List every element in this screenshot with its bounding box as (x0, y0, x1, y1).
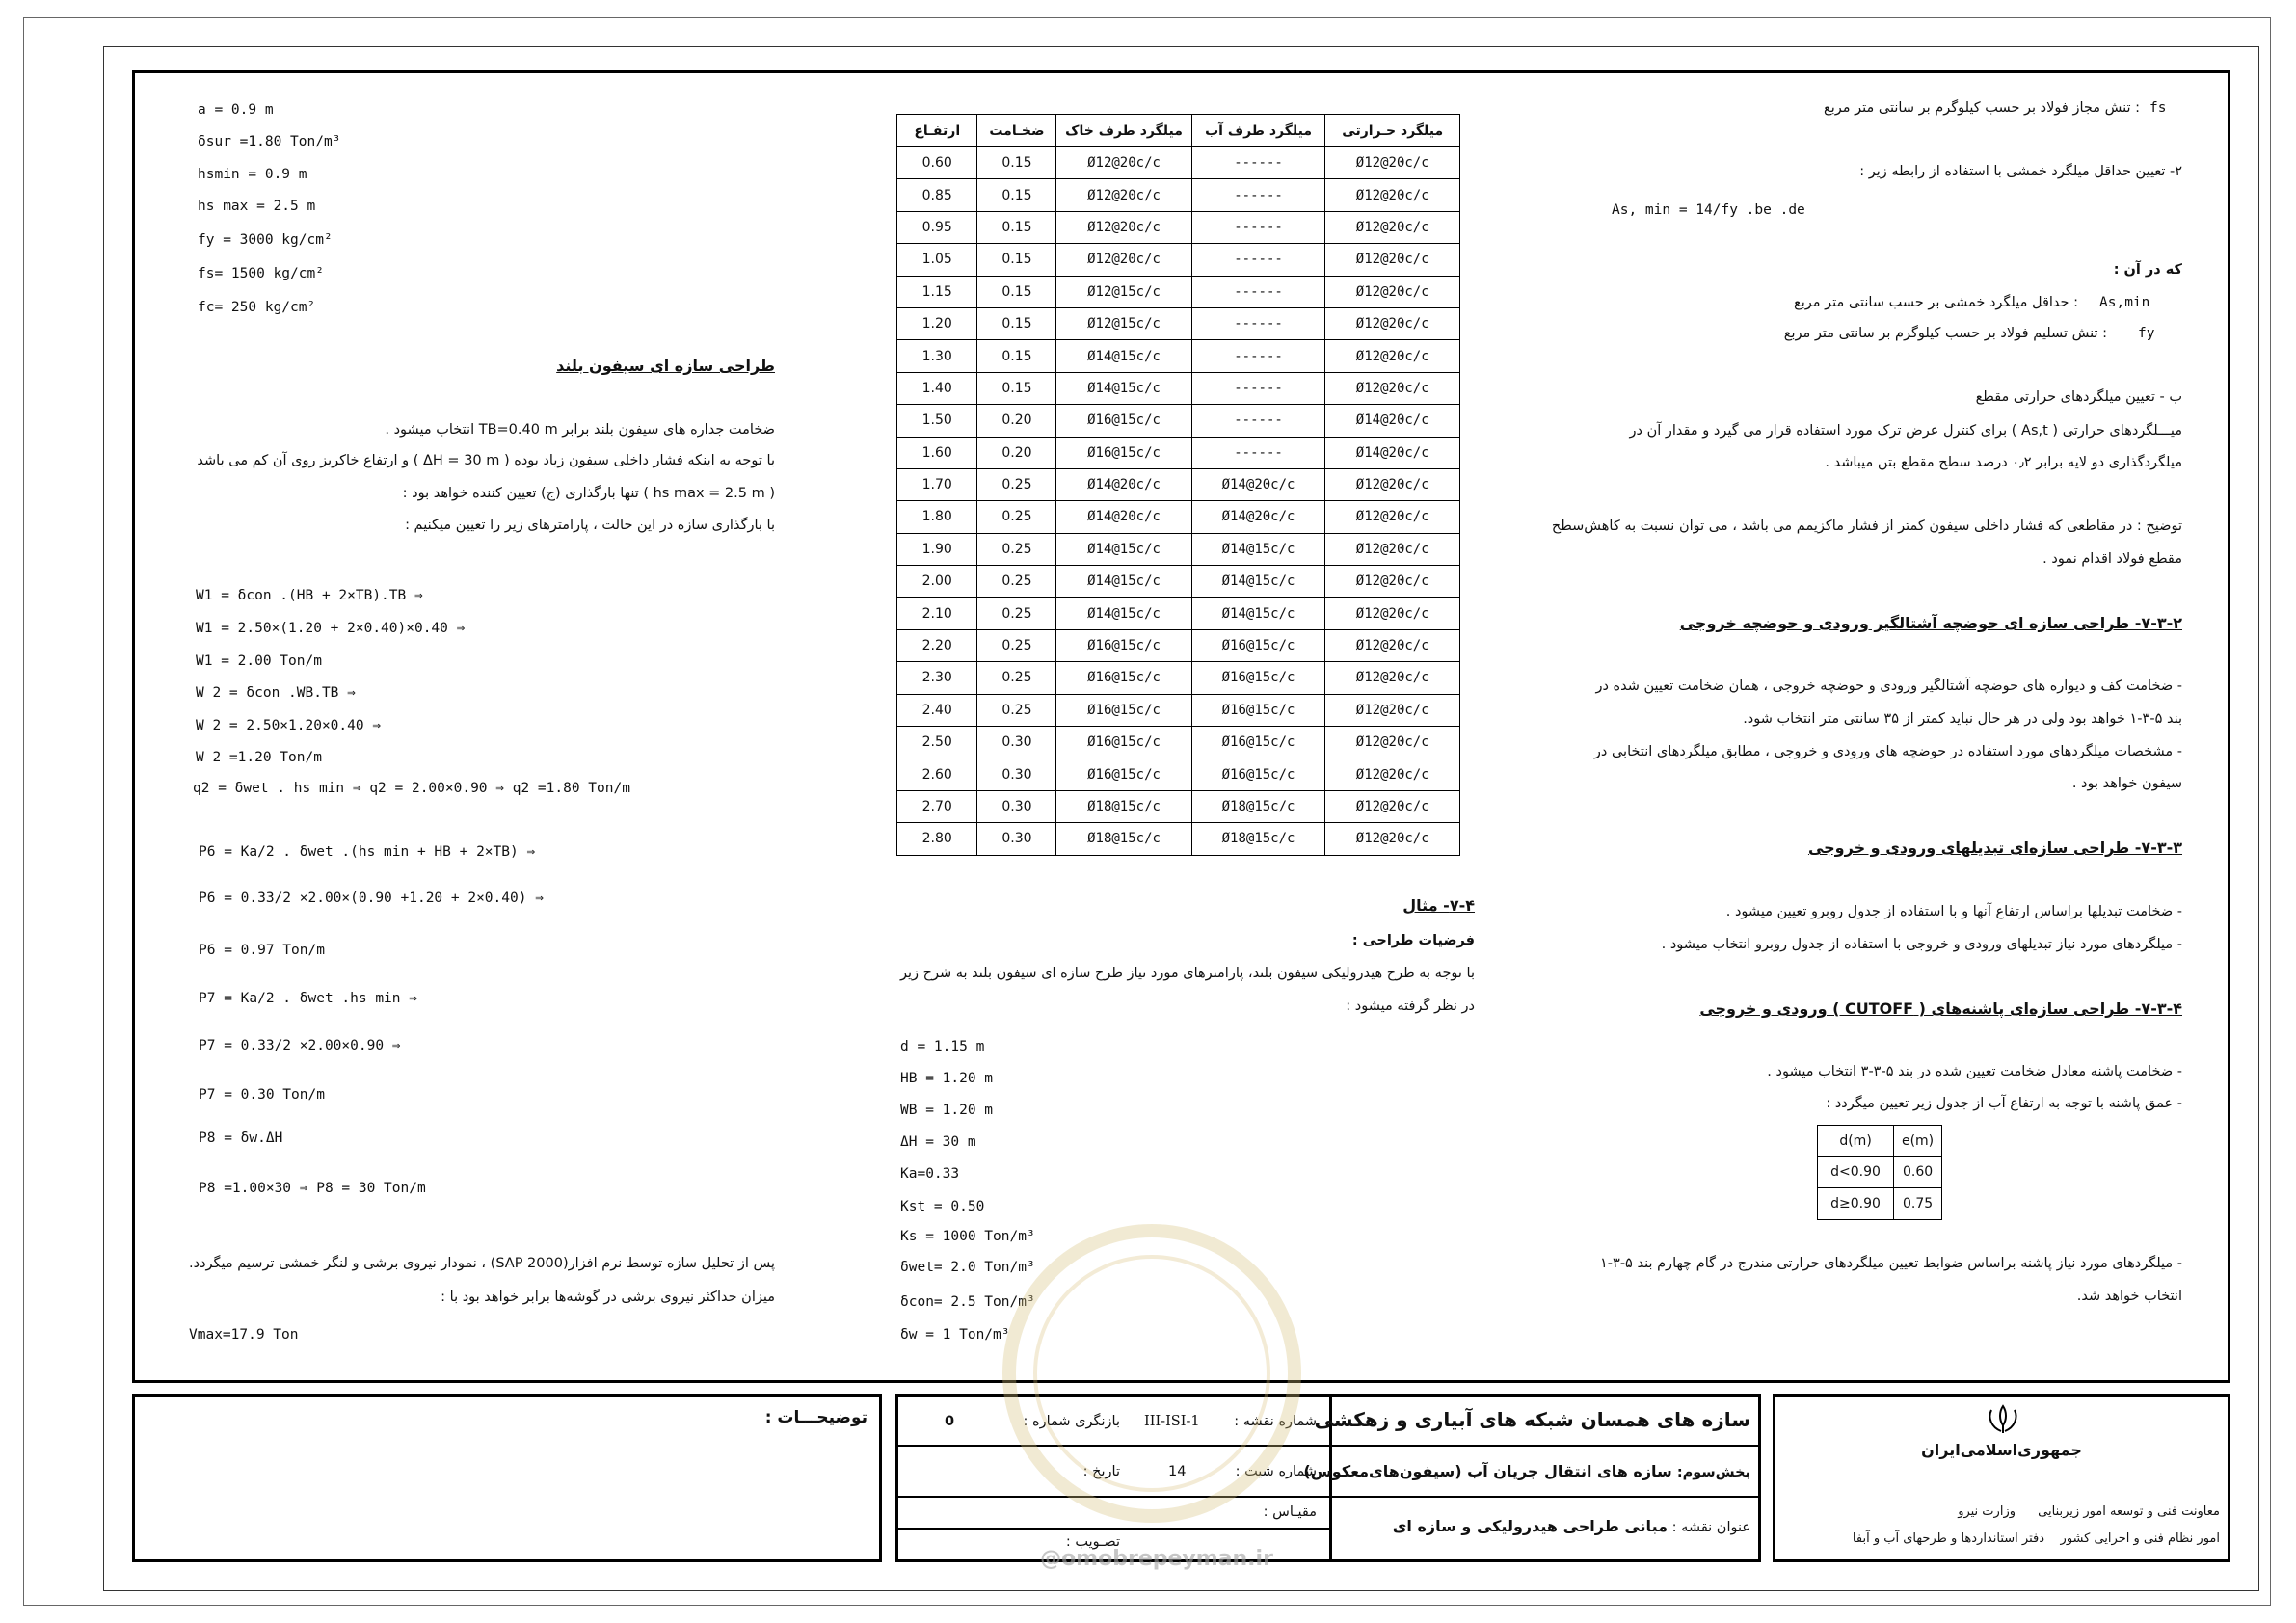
table-cell: ------ (1191, 405, 1325, 437)
table-cell: 1.30 (897, 340, 977, 372)
org-line: امور نظام فنی و اجرایی کشور (2060, 1531, 2220, 1546)
table-cell: ------ (1191, 276, 1325, 307)
table-cell: Ø12@20c/c (1325, 629, 1460, 661)
table-row (897, 468, 1460, 500)
org-line: دفتر استانداردها و طرحهای آب و آبفا (1852, 1531, 2044, 1546)
table-cell: 0.30 (977, 727, 1056, 758)
paragraph-line: سیفون خواهد بود . (2071, 776, 2182, 791)
table-cell: 2.50 (897, 727, 977, 758)
table-cell: ------ (1191, 179, 1325, 211)
equation: P6 = 0.97 Ton/m (199, 943, 325, 958)
drawing-title-value: مبانی طراحی هیدرولیکی و سازه ای (1392, 1517, 1668, 1535)
table-cell: 2.20 (897, 629, 977, 661)
table-cell: 1.60 (897, 437, 977, 468)
definition: : تنش مجاز فولاد بر حسب کیلوگرم بر سانتی متر مربع (1824, 100, 2140, 116)
paragraph-line: ب - تعیین میلگردهای حرارتی مقطع (1975, 389, 2182, 405)
table-header: میلگرد حـرارتی (1325, 115, 1460, 147)
table-cell: Ø18@15c/c (1191, 790, 1325, 822)
table-cell: Ø12@20c/c (1325, 727, 1460, 758)
paragraph-line: - میلگردهای مورد نیاز پاشنه براساس ضوابط تعیین میلگردهای حرارتی مندرج در گام چهارم بند ۵-۳-۱ (1599, 1256, 2182, 1271)
table-cell: 2.60 (897, 758, 977, 790)
table-cell: 0.20 (977, 437, 1056, 468)
paragraph-line: میلگردگذاری دو لایه برابر ۰٫۲ درصد سطح مقطع بتن میباشد . (1825, 455, 2182, 470)
org-line: معاونت فنی و توسعه امور زیربنایی (2038, 1504, 2220, 1519)
table-cell: ------ (1191, 307, 1325, 339)
param-line: δw = 1 Ton/m³ (900, 1327, 1010, 1343)
paragraph-line: - ضخامت کف و دیواره های حوضچه آشتالگیر ورودی و حوضچه خروجی ، همان ضخامت تعیین شده در (1595, 678, 2182, 694)
section-value: سازه های انتقال جریان آب (سیفون‌های‌معکوس) (1303, 1462, 1672, 1480)
table-cell: Ø14@15c/c (1056, 372, 1191, 404)
param-line: hsmin = 0.9 m (198, 167, 307, 182)
table-cell: Ø16@15c/c (1191, 629, 1325, 661)
table-cell: Ø14@15c/c (1056, 598, 1191, 629)
table-cell: Ø12@20c/c (1325, 179, 1460, 211)
table-cell: Ø16@15c/c (1191, 727, 1325, 758)
section-heading: ۷-۳-۳- طراحی سازه‌ای تبدیلهای ورودی و خروجی (1807, 838, 2182, 857)
paragraph-line: میـــلگردهای حرارتی ( As,t ) برای کنترل عرض ترک مورد استفاده قرار می گیرد و مقدار آن در (1629, 423, 2182, 439)
param-line: Ka=0.33 (900, 1166, 960, 1182)
table-row (897, 340, 1460, 372)
table-cell: Ø14@20c/c (1191, 468, 1325, 500)
table-cell: Ø18@15c/c (1056, 790, 1191, 822)
country-name: جمهوری‌اسلامی‌ایران (1921, 1441, 2082, 1459)
table-cell: 0.30 (977, 790, 1056, 822)
paragraph-line: ( hs max = 2.5 m ) تنها بارگذاری (ج) تعیین کننده خواهد بود : (402, 486, 775, 501)
equation: P6 = 0.33/2 ×2.00×(0.90 +1.20 + 2×0.40) ⇒ (199, 891, 544, 906)
paragraph-line: توضیح : در مقاطعی که فشار داخلی سیفون کمتر از فشار ماکزیمم می باشد ، می توان نسبت به کاهش‌سطح (1551, 519, 2182, 534)
table-header: میلگرد طرف آب (1191, 115, 1325, 147)
drawing-title-line (1393, 1517, 1750, 1535)
table-cell: Ø12@20c/c (1325, 211, 1460, 243)
table-cell: ------ (1191, 147, 1325, 179)
table-cell: 0.60 (897, 147, 977, 179)
table-row (897, 405, 1460, 437)
table-cell: 0.25 (977, 662, 1056, 694)
equation: W 2 =1.20 Ton/m (196, 750, 322, 765)
table-cell: 1.70 (897, 468, 977, 500)
watermark-text: @omobrepeyman.ir (1040, 1547, 1273, 1571)
table-row (897, 244, 1460, 276)
table-cell: ------ (1191, 244, 1325, 276)
param-line: fy = 3000 kg/cm² (198, 232, 333, 248)
equation: P8 =1.00×30 ⇒ P8 = 30 Ton/m (199, 1181, 426, 1196)
table-cell: 0.15 (977, 276, 1056, 307)
table-cell: 0.15 (977, 179, 1056, 211)
table-cell: 0.15 (977, 244, 1056, 276)
table-cell: Ø18@15c/c (1191, 823, 1325, 855)
table-cell: Ø12@20c/c (1325, 566, 1460, 598)
param-line: Kst = 0.50 (900, 1199, 985, 1214)
table-cell: 0.25 (977, 501, 1056, 533)
table-cell: 1.80 (897, 501, 977, 533)
table-cell: Ø16@15c/c (1056, 437, 1191, 468)
notes-box (132, 1394, 882, 1562)
table-row (897, 501, 1460, 533)
table-cell: Ø12@15c/c (1056, 307, 1191, 339)
table-cell: Ø12@20c/c (1325, 790, 1460, 822)
equation: W1 = 2.50×(1.20 + 2×0.40)×0.40 ⇒ (196, 621, 466, 636)
table-cell: 0.30 (977, 758, 1056, 790)
table-cell: 0.60 (1894, 1157, 1942, 1188)
table-cell: Ø16@15c/c (1056, 405, 1191, 437)
param-line: fc= 250 kg/cm² (198, 300, 316, 315)
table-cell: Ø12@20c/c (1325, 340, 1460, 372)
table-cell: 2.30 (897, 662, 977, 694)
formula: As, min = 14/fy .be .de (1612, 202, 1805, 218)
table-cell: 0.15 (977, 211, 1056, 243)
example-heading: ۷-۴- مثال (1402, 896, 1475, 915)
param-line: fs= 1500 kg/cm² (198, 266, 324, 281)
equation: W 2 = δcon .WB.TB ⇒ (196, 685, 356, 701)
scale-label: مقیـاس : (1263, 1504, 1317, 1520)
table-cell: 0.95 (897, 211, 977, 243)
table-cell: 0.15 (977, 147, 1056, 179)
table-row (897, 437, 1460, 468)
table-row (897, 629, 1460, 661)
table-cell: d≥0.90 (1818, 1188, 1894, 1220)
table-cell: 0.15 (977, 307, 1056, 339)
symbol-fy: fy (2138, 326, 2155, 341)
table-cell: 2.70 (897, 790, 977, 822)
table-cell: ------ (1191, 437, 1325, 468)
table-row (897, 147, 1460, 179)
table-cell: Ø16@15c/c (1056, 727, 1191, 758)
table-cell: 0.25 (977, 694, 1056, 726)
table-row (897, 662, 1460, 694)
drawing-no-label: شماره نقشه : (1234, 1414, 1317, 1429)
paragraph-line: با بارگذاری سازه در این حالت ، پارامترهای زیر را تعیین میکنیم : (405, 518, 775, 533)
param-line: Ks = 1000 Ton/m³ (900, 1229, 1035, 1244)
table-cell: Ø16@15c/c (1056, 758, 1191, 790)
param-line: ΔH = 30 m (900, 1134, 976, 1150)
table-cell: 0.25 (977, 598, 1056, 629)
table-header: d(m) (1818, 1126, 1894, 1157)
drawing-no-value: III-ISI-1 (1144, 1414, 1200, 1429)
table-cell: Ø14@15c/c (1056, 340, 1191, 372)
table-cell: Ø12@20c/c (1325, 468, 1460, 500)
table-cell: ------ (1191, 340, 1325, 372)
table-cell: 0.15 (977, 372, 1056, 404)
equation: P7 = 0.33/2 ×2.00×0.90 ⇒ (199, 1038, 401, 1053)
paragraph-line: ۲- تعیین حداقل میلگرد خمشی با استفاده از رابطه زیر : (1859, 164, 2182, 179)
table-cell: 0.25 (977, 629, 1056, 661)
table-header: میلگرد طرف خاک (1056, 115, 1191, 147)
table-cell: Ø16@15c/c (1056, 694, 1191, 726)
notes-label: توضیحـــات : (764, 1408, 868, 1427)
table-cell: Ø12@20c/c (1325, 276, 1460, 307)
table-cell: Ø12@20c/c (1056, 211, 1191, 243)
sheet-no-label: شماره شیت : (1235, 1464, 1317, 1479)
table-cell: ------ (1191, 211, 1325, 243)
table-cell: Ø18@15c/c (1056, 823, 1191, 855)
table-row (897, 179, 1460, 211)
table-cell: Ø14@20c/c (1325, 437, 1460, 468)
equation: W1 = 2.00 Ton/m (196, 653, 322, 669)
table-row (897, 211, 1460, 243)
table-cell: 0.25 (977, 468, 1056, 500)
param-line: hs max = 2.5 m (198, 199, 316, 214)
paragraph-line: - میلگردهای مورد نیاز تبدیلهای ورودی و خروجی با استفاده از جدول روبرو انتخاب میشود . (1661, 937, 2182, 952)
table-cell: Ø12@20c/c (1056, 147, 1191, 179)
table-header: e(m) (1894, 1126, 1942, 1157)
table-cell: Ø12@20c/c (1056, 179, 1191, 211)
table-cell: 1.90 (897, 533, 977, 565)
paragraph-line: - مشخصات میلگردهای مورد استفاده در حوضچه های ورودی و خروجی ، مطابق میلگردهای انتخابی در (1593, 744, 2182, 759)
paragraph-line: انتخاب خواهد شد. (2076, 1289, 2182, 1304)
table-row (897, 823, 1460, 855)
table-cell: 0.25 (977, 566, 1056, 598)
sheet-no-value: 14 (1168, 1464, 1187, 1479)
table-cell: Ø12@20c/c (1325, 694, 1460, 726)
table-header: ضخـامت (977, 115, 1056, 147)
table-cell: Ø16@15c/c (1056, 629, 1191, 661)
table-cell: Ø14@15c/c (1191, 598, 1325, 629)
param-line: δsur =1.80 Ton/m³ (198, 134, 341, 149)
table-row (897, 372, 1460, 404)
table-cell: 1.05 (897, 244, 977, 276)
table-header: ارتفـاع (897, 115, 977, 147)
param-line: WB = 1.20 m (900, 1103, 994, 1118)
paragraph-line: - ضخامت پاشنه معادل ضخامت تعیین شده در بند ۵-۳-۳ انتخاب میشود . (1767, 1064, 2182, 1079)
revision-label: بازنگری شماره : (1023, 1414, 1120, 1429)
equation: W 2 = 2.50×1.20×0.40 ⇒ (196, 718, 382, 733)
table-cell: Ø16@15c/c (1191, 662, 1325, 694)
paragraph-line: - ضخامت تبدیلها براساس ارتفاع آنها و با استفاده از جدول روبرو تعیین میشود . (1725, 904, 2182, 919)
table-cell: Ø12@20c/c (1325, 244, 1460, 276)
param-line: d = 1.15 m (900, 1039, 985, 1054)
table-row (897, 598, 1460, 629)
section-heading: ۷-۳-۲- طراحی سازه ای حوضچه آشتالگیر ورودی و حوضچه خروجی (1679, 614, 2182, 632)
paragraph-line: مقطع فولاد اقدام نمود . (2042, 551, 2182, 567)
table-cell: 1.15 (897, 276, 977, 307)
table-cell: 2.40 (897, 694, 977, 726)
table-cell: Ø12@20c/c (1325, 598, 1460, 629)
table-row (897, 727, 1460, 758)
table-row (897, 790, 1460, 822)
table-row (897, 307, 1460, 339)
section-heading: طراحی سازه ای سیفون بلند (556, 357, 775, 375)
table-cell: Ø12@15c/c (1056, 276, 1191, 307)
table-cell: d<0.90 (1818, 1157, 1894, 1188)
table-cell: Ø14@15c/c (1191, 566, 1325, 598)
table-cell: Ø12@20c/c (1325, 533, 1460, 565)
org-box (1773, 1394, 2230, 1562)
symbol-fs: fs (2149, 100, 2167, 116)
table-row (897, 566, 1460, 598)
paragraph-line: با توجه به اینکه فشار داخلی سیفون زیاد بوده ( ΔH = 30 m ) و ارتفاع خاکریز روی آن کم می باشد (197, 453, 775, 468)
equation: P6 = Ka/2 . δwet .(hs min + HB + 2×TB) ⇒ (199, 844, 536, 860)
table-cell: Ø14@15c/c (1056, 533, 1191, 565)
example-subheading: فرضیات طراحی : (1351, 933, 1475, 948)
table-cell: Ø12@20c/c (1325, 372, 1460, 404)
table-cell: Ø12@20c/c (1325, 823, 1460, 855)
paragraph-line: که در آن : (2113, 262, 2182, 278)
table-cell: 0.25 (977, 533, 1056, 565)
paragraph-line: - عمق پاشنه با توجه به ارتفاع آب از جدول زیر تعیین میگردد : (1826, 1096, 2182, 1111)
table-cell: Ø12@20c/c (1325, 147, 1460, 179)
table-cell: Ø14@20c/c (1056, 468, 1191, 500)
table-cell: 1.40 (897, 372, 977, 404)
equation: P7 = Ka/2 . δwet .hs min ⇒ (199, 991, 417, 1006)
table-cell: 1.20 (897, 307, 977, 339)
table-cell: 0.15 (977, 340, 1056, 372)
table-cell: Ø14@15c/c (1056, 566, 1191, 598)
org-line: وزارت نیرو (1958, 1504, 2016, 1519)
table-cell: Ø16@15c/c (1191, 694, 1325, 726)
paragraph-line: در نظر گرفته میشود : (1346, 998, 1475, 1014)
table-cell: Ø16@15c/c (1056, 662, 1191, 694)
table-cell: Ø12@20c/c (1325, 758, 1460, 790)
table-cell: Ø12@20c/c (1325, 501, 1460, 533)
table-cell: Ø14@15c/c (1191, 533, 1325, 565)
approval-label: تصـویب : (1065, 1534, 1120, 1550)
definition: : حداقل میلگرد خمشی بر حسب سانتی متر مربع (1794, 295, 2078, 310)
table-cell: Ø12@20c/c (1056, 244, 1191, 276)
section-line (1303, 1462, 1750, 1480)
table-row (897, 276, 1460, 307)
table-cell: Ø12@20c/c (1325, 307, 1460, 339)
table-cell: Ø14@20c/c (1056, 501, 1191, 533)
table-row (897, 694, 1460, 726)
date-label: تاریخ : (1082, 1464, 1120, 1479)
table-cell: 2.80 (897, 823, 977, 855)
table-cell: Ø14@20c/c (1191, 501, 1325, 533)
equation: q2 = δwet . hs min ⇒ q2 = 2.00×0.90 ⇒ q2 =1.80 Ton/m (193, 781, 630, 796)
equation: P8 = δw.ΔH (199, 1131, 283, 1146)
paragraph-line: پس از تحلیل سازه توسط نرم افزار(SAP 2000) ، نمودار نیروی برشی و لنگر خمشی ترسیم میگردد. (189, 1256, 775, 1271)
table-cell: 0.75 (1894, 1188, 1942, 1220)
table-row (897, 758, 1460, 790)
main-title: سازه های همسان شبکه های آبیاری و زهکشی (1314, 1408, 1750, 1431)
drawing-title-label: عنوان نقشه : (1671, 1520, 1750, 1535)
paragraph-line: میزان حداکثر نیروی برشی در گوشه‌ها برابر خواهد بود با : (441, 1290, 775, 1305)
table-cell: 2.10 (897, 598, 977, 629)
paragraph-line: با توجه به طرح هیدرولیکی سیفون بلند، پارامترهای مورد نیاز طرح سازه ای سیفون بلند به شرح زیر (899, 966, 1475, 981)
param-line: δwet= 2.0 Ton/m³ (900, 1260, 1035, 1275)
table-cell: 0.30 (977, 823, 1056, 855)
table-cell: 0.85 (897, 179, 977, 211)
param-line: a = 0.9 m (198, 102, 274, 118)
section-label: بخش‌سوم: (1676, 1465, 1750, 1480)
table-row (897, 533, 1460, 565)
table-cell: 2.00 (897, 566, 977, 598)
equation: W1 = δcon .(HB + 2×TB).TB ⇒ (196, 588, 423, 603)
revision-value: 0 (945, 1414, 955, 1429)
table-cell: 0.20 (977, 405, 1056, 437)
section-heading: ۷-۳-۴- طراحی سازه‌ای پاشنه‌های ( CUTOFF ) ورودی و خروجی (1699, 999, 2182, 1018)
rebar-table (896, 114, 1460, 856)
param-line: δcon= 2.5 Ton/m³ (900, 1294, 1035, 1310)
emblem-icon (1986, 1404, 2020, 1435)
param-line: HB = 1.20 m (900, 1071, 994, 1086)
table-cell: Ø12@20c/c (1325, 662, 1460, 694)
vmax-value: Vmax=17.9 Ton (189, 1327, 299, 1343)
table-cell: Ø16@15c/c (1191, 758, 1325, 790)
table-cell: 1.50 (897, 405, 977, 437)
paragraph-line: ضخامت جداره های سیفون بلند برابر TB=0.40 m انتخاب میشود . (385, 422, 775, 438)
watermark-seal-inner (1033, 1255, 1270, 1492)
definition: : تنش تسلیم فولاد بر حسب کیلوگرم بر سانتی متر مربع (1783, 326, 2107, 341)
table-cell: ------ (1191, 372, 1325, 404)
cutoff-table (1817, 1125, 1942, 1220)
table-cell: Ø14@20c/c (1325, 405, 1460, 437)
symbol-asmin: As,min (2099, 295, 2150, 310)
equation: P7 = 0.30 Ton/m (199, 1087, 325, 1103)
paragraph-line: بند ۵-۳-۱ خواهد بود ولی در هر حال نباید کمتر از ۳۵ سانتی متر انتخاب شود. (1743, 711, 2182, 727)
